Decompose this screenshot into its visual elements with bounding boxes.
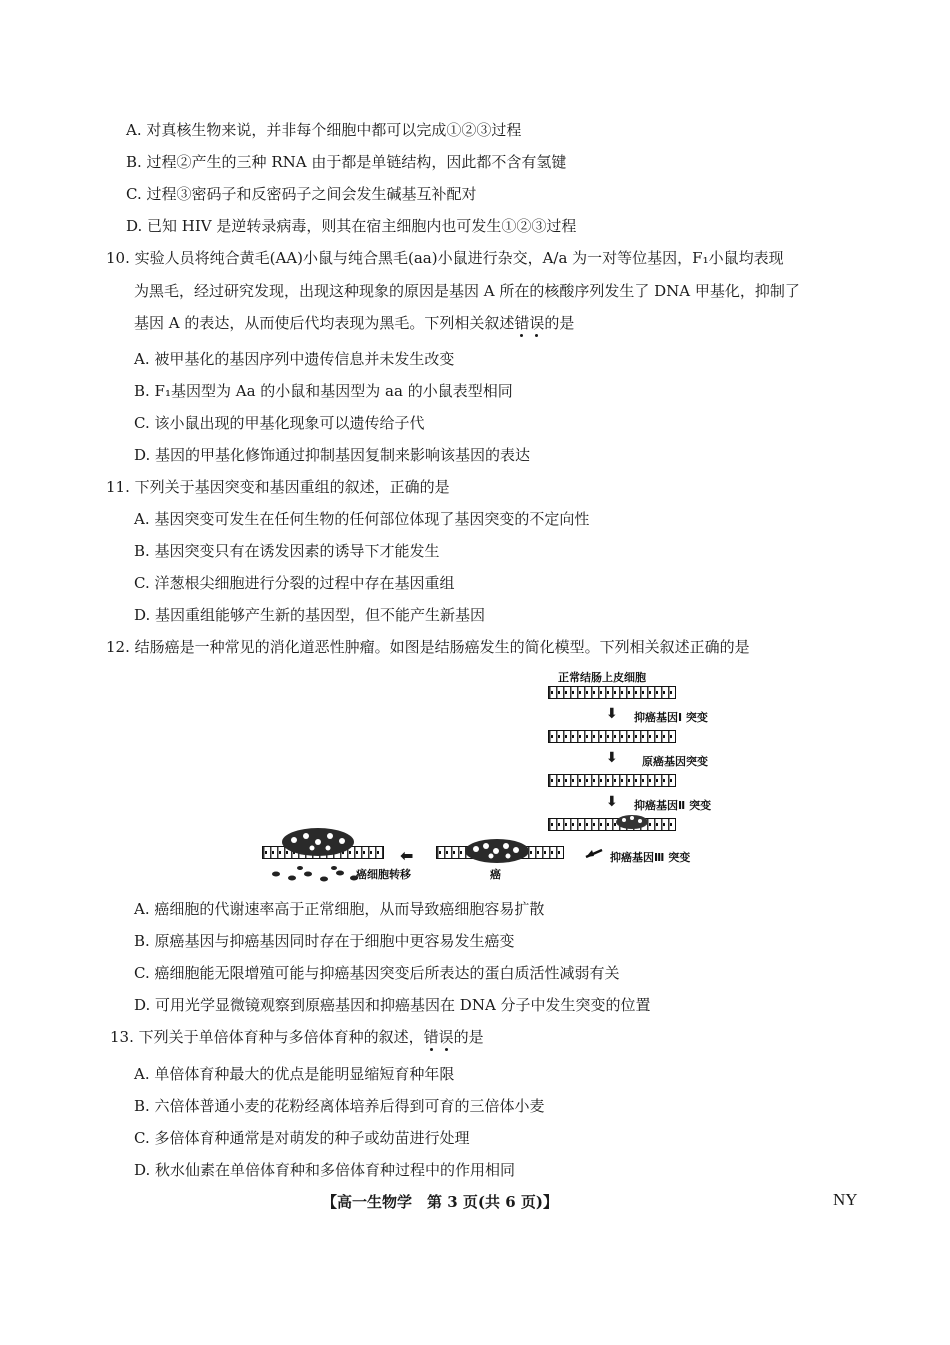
q13-option-d: D. 秋水仙素在单倍体育种和多倍体育种过程中的作用相同 (134, 1161, 516, 1179)
arrow-left-icon (584, 846, 608, 860)
page-footer: 【高一生物学 第 3 页(共 6 页)】 (322, 1193, 558, 1211)
q9-option-b: B. 过程②产生的三种 RNA 由于都是单链结构，因此都不含有氢键 (126, 153, 567, 171)
emphasis-char: 误 (438, 1028, 454, 1046)
q12-option-a: A. 癌细胞的代谢速率高于正常细胞，从而导致癌细胞容易扩散 (134, 900, 545, 918)
q13-option-b: B. 六倍体普通小麦的花粉经离体培养后得到可育的三倍体小麦 (134, 1097, 545, 1115)
q10-option-a: A. 被甲基化的基因序列中遗传信息并未发生改变 (134, 350, 455, 368)
q11-option-b: B. 基因突变只有在诱发因素的诱导下才能发生 (134, 542, 440, 560)
q10-option-c: C. 该小鼠出现的甲基化现象可以遗传给子代 (134, 414, 425, 432)
q10-stem-line-3: 基因 A 的表达，从而使后代均表现为黑毛。下列相关叙述错误的是 (134, 314, 575, 332)
polyp-growth-icon (612, 812, 652, 832)
figure-label-step2: 原癌基因突变 (642, 755, 708, 768)
arrow-down-icon: ⬇ (606, 750, 618, 766)
q13-option-c: C. 多倍体育种通常是对萌发的种子或幼苗进行处理 (134, 1129, 470, 1147)
q12-stem: 12. 结肠癌是一种常见的消化道恶性肿瘤。如图是结肠癌发生的简化模型。下列相关叙述正确的是 (106, 638, 750, 656)
q12-option-d: D. 可用光学显微镜观察到原癌基因和抑癌基因在 DNA 分子中发生突变的位置 (134, 996, 651, 1014)
q11-option-d: D. 基因重组能够产生新的基因型，但不能产生新基因 (134, 606, 486, 624)
epithelium-step1 (548, 730, 676, 743)
arrow-down-icon: ⬇ (606, 706, 618, 722)
q12-option-c: C. 癌细胞能无限增殖可能与抑癌基因突变后所表达的蛋白质活性减弱有关 (134, 964, 620, 982)
arrow-down-icon: ⬇ (606, 794, 618, 810)
figure-label-step1: 抑癌基因Ⅰ 突变 (634, 711, 708, 724)
q13-stem: 13. 下列关于单倍体育种与多倍体育种的叙述，错误的是 (110, 1028, 484, 1046)
q13-option-a: A. 单倍体育种最大的优点是能明显缩短育种年限 (134, 1065, 455, 1083)
epithelium-normal (548, 686, 676, 699)
q11-option-c: C. 洋葱根尖细胞进行分裂的过程中存在基因重组 (134, 574, 455, 592)
figure-label-step3: 抑癌基因Ⅱ 突变 (634, 799, 712, 812)
q11-stem: 11. 下列关于基因突变和基因重组的叙述，正确的是 (106, 478, 450, 496)
q9-option-d: D. 已知 HIV 是逆转录病毒，则其在宿主细胞内也可发生①②③过程 (126, 217, 577, 235)
paper-code: NY (833, 1190, 858, 1209)
epithelium-step2 (548, 774, 676, 787)
q11-option-a: A. 基因突变可发生在任何生物的任何部位体现了基因突变的不定向性 (134, 510, 590, 528)
arrow-left-icon: ⬅ (400, 846, 414, 865)
figure-label-step4: 抑癌基因Ⅲ 突变 (610, 851, 691, 864)
figure-label-metastasis: 癌细胞转移 (356, 868, 411, 881)
q10-option-b: B. F₁基因型为 Aa 的小鼠和基因型为 aa 的小鼠表型相同 (134, 382, 513, 400)
q10-stem-line-2: 为黑毛，经过研究发现，出现这种现象的原因是基因 A 所在的核酸序列发生了 DNA 甲基化，抑制了 (134, 282, 800, 300)
figure-label-cancer: 癌 (490, 868, 501, 881)
emphasis-char: 错 (423, 1028, 439, 1046)
q12-option-b: B. 原癌基因与抑癌基因同时存在于细胞中更容易发生癌变 (134, 932, 515, 950)
tumor-mass-icon (462, 836, 532, 864)
q10-stem-line-1: 10. 实验人员将纯合黄毛(AA)小鼠与纯合黑毛(aa)小鼠进行杂交，A/a 为一对等位基因，F₁小鼠均表现 (106, 249, 784, 267)
emphasis-char: 错 (514, 314, 530, 332)
emphasis-char: 误 (529, 314, 545, 332)
q10-option-d: D. 基因的甲基化修饰通过抑制基因复制来影响该基因的表达 (134, 446, 531, 464)
q9-option-c: C. 过程③密码子和反密码子之间会发生碱基互补配对 (126, 185, 477, 203)
figure-label-normal: 正常结肠上皮细胞 (558, 671, 646, 684)
q9-option-a: A. 对真核生物来说，并非每个细胞中都可以完成①②③过程 (126, 121, 522, 139)
